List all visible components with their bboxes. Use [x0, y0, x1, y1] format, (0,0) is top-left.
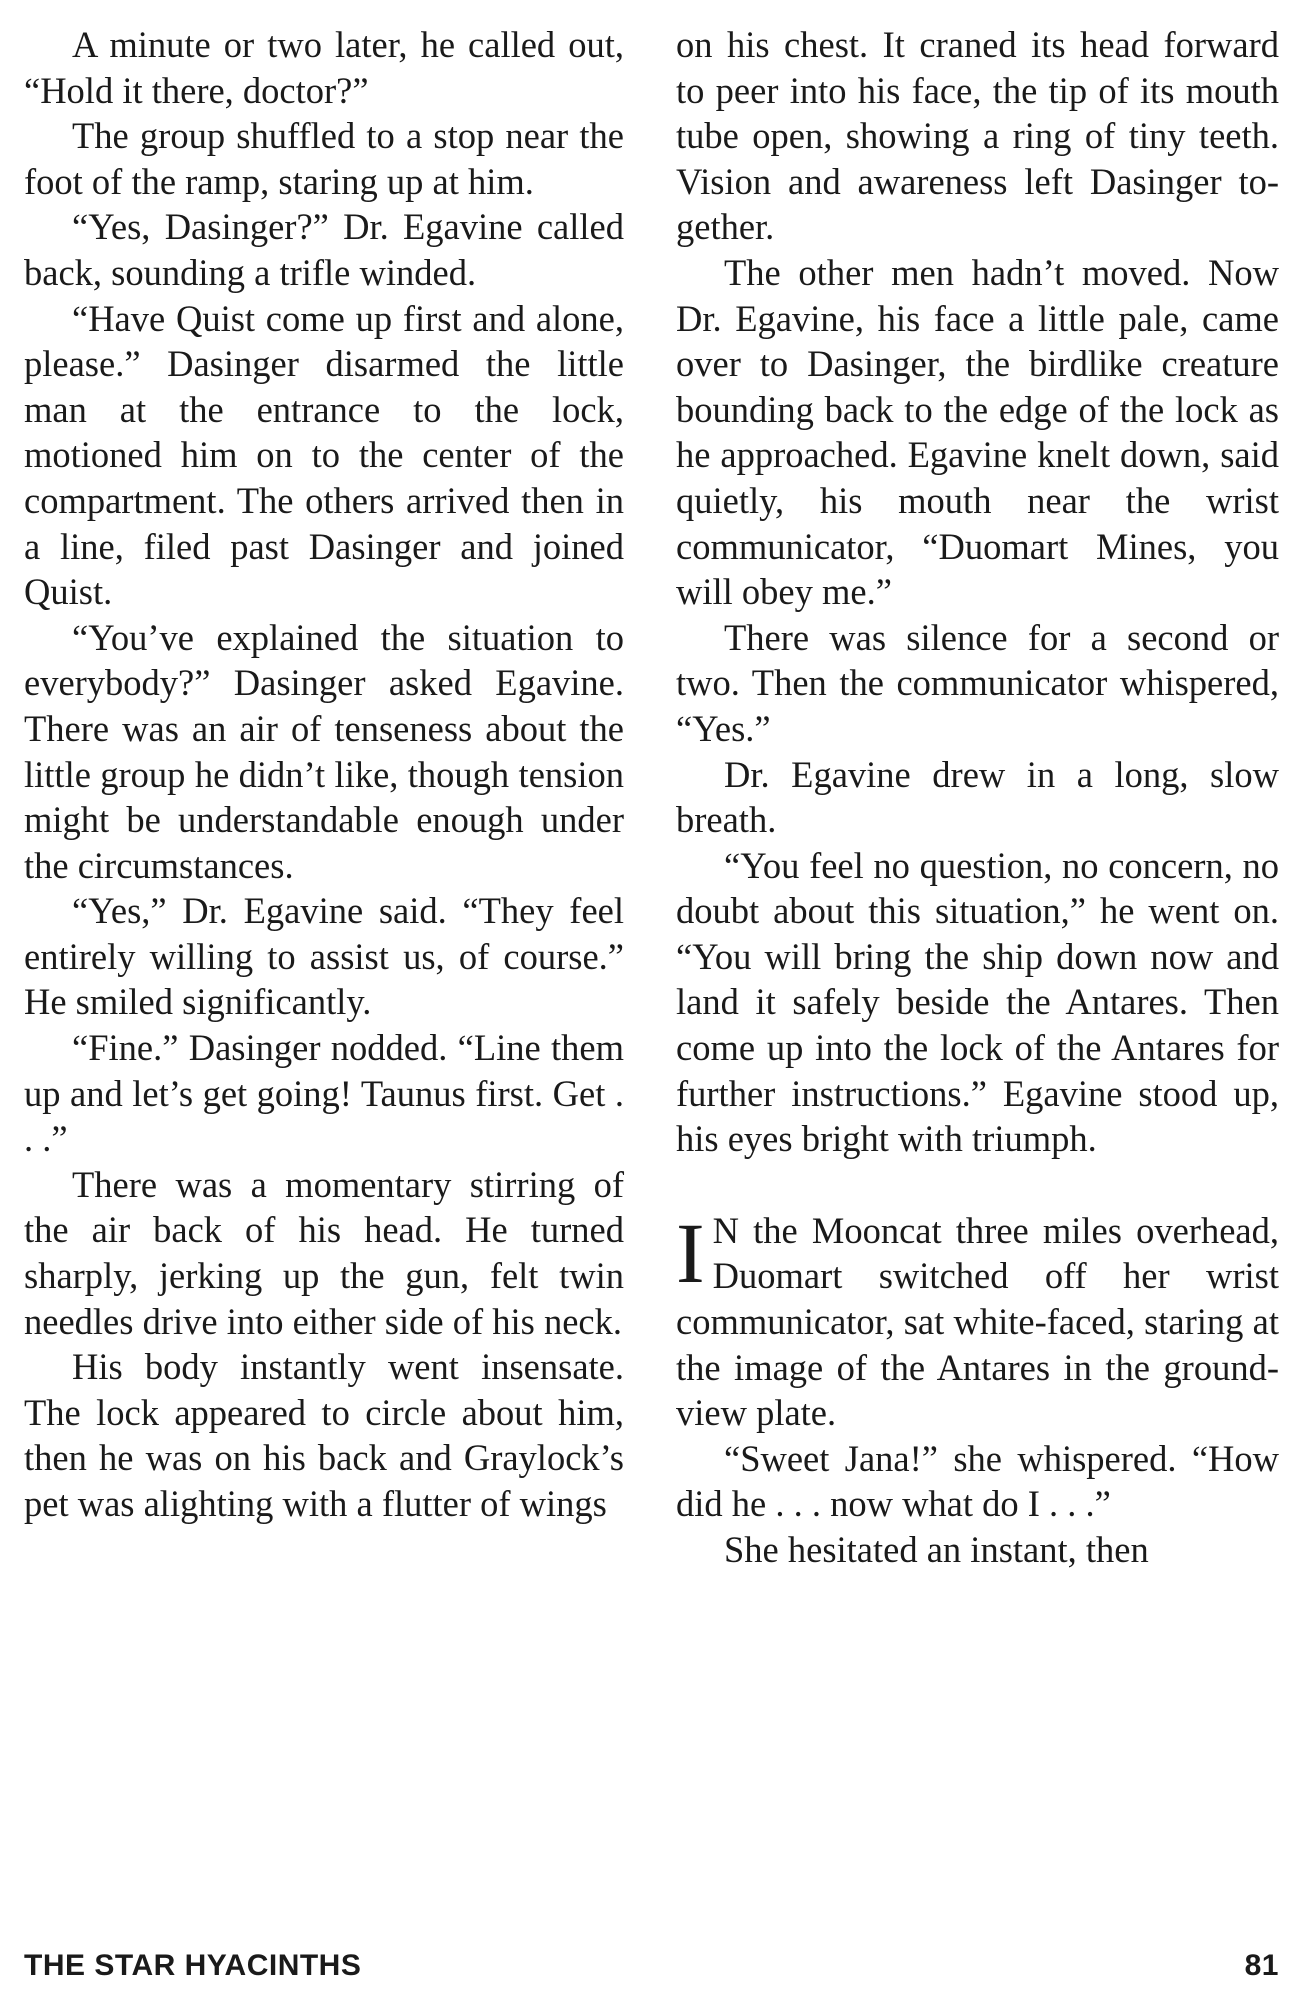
left-text-column [24, 22, 624, 1527]
continued-paragraph: on his chest. It craned its head forward to peer into his face, the tip of its mouth tube open, showing a ring of tiny teeth. Vision and awareness left Dasinger together. [676, 24, 1279, 248]
page-footer [24, 1946, 1279, 1986]
section-opening-text: N the Mooncat three miles overhead, Duomart switched off her wrist communicator, sat white-faced, staring at the image of the Antares in the ground-view plate. [676, 1209, 1279, 1434]
right-text-column [676, 22, 1279, 1573]
paragraph: The group shuffled to a stop near the foot of the ramp, staring up at him. [24, 115, 624, 202]
paragraph: “You feel no question, no concern, no doubt about this situation,” he went on. “You will bring the ship down now and land it safely beside the Antares. Then come up into the lock of the Antares for further instructions.” Egavine stood up, his eyes bright with triumph. [676, 844, 1279, 1160]
paragraph: “You’ve explained the situation to everybody?” Dasinger asked Egavine. There was an air of tenseness about the little group he didn’t like, though tension might be understandable enough under the circumstances. [24, 616, 624, 886]
paragraph: “Yes,” Dr. Egavine said. “They feel entirely willing to assist us, of course.” He smiled significantly. [24, 890, 624, 1023]
paragraph: His body instantly went insensate. The lock appeared to circle about him, then he was on his back and Graylock’s pet was alighting with a flutter of wings [24, 1346, 624, 1524]
paragraph: “Sweet Jana!” she whispered. “How did he . . . now what do I . . .” [676, 1437, 1279, 1525]
paragraph: Dr. Egavine drew in a long, slow breath. [676, 753, 1279, 841]
page-number: 81 [1244, 1949, 1279, 1982]
paragraph: A minute or two later, he called out, “Hold it there, doctor?” [24, 24, 624, 111]
paragraph: There was a momentary stirring of the air back of his head. He turned sharply, jerking up the gun, felt twin needles drive into either side of his neck. [24, 1163, 624, 1342]
paragraph: “Yes, Dasinger?” Dr. Egavine called back, sounding a trifle winded. [24, 206, 624, 293]
running-title: THE STAR HYACINTHS [24, 1949, 362, 1982]
section-opening-paragraph [676, 1204, 1279, 1436]
paragraph: “Fine.” Dasinger nodded. “Line them up and let’s get going! Taunus first. Get . . .” [24, 1027, 624, 1160]
drop-cap: I [676, 1204, 705, 1301]
paragraph: There was silence for a second or two. Then the communicator whispered, “Yes.” [676, 616, 1279, 749]
paragraph: She hesitated an instant, then [724, 1529, 1149, 1570]
paragraph: The other men hadn’t moved. Now Dr. Egavine, his face a little pale, came over to Dasinger, the birdlike creature bounding back to the edge of the lock as he approached. Egavine knelt down, said quietly, his mouth near the wrist communicator, “Duomart Mines, you will obey me.” [676, 251, 1279, 613]
paragraph: “Have Quist come up first and alone, please.” Dasinger disarmed the little man at the entrance to the lock, motioned him on to the center of the compartment. The others arrived then in a line, filed past Dasinger and joined Quist. [24, 297, 624, 613]
